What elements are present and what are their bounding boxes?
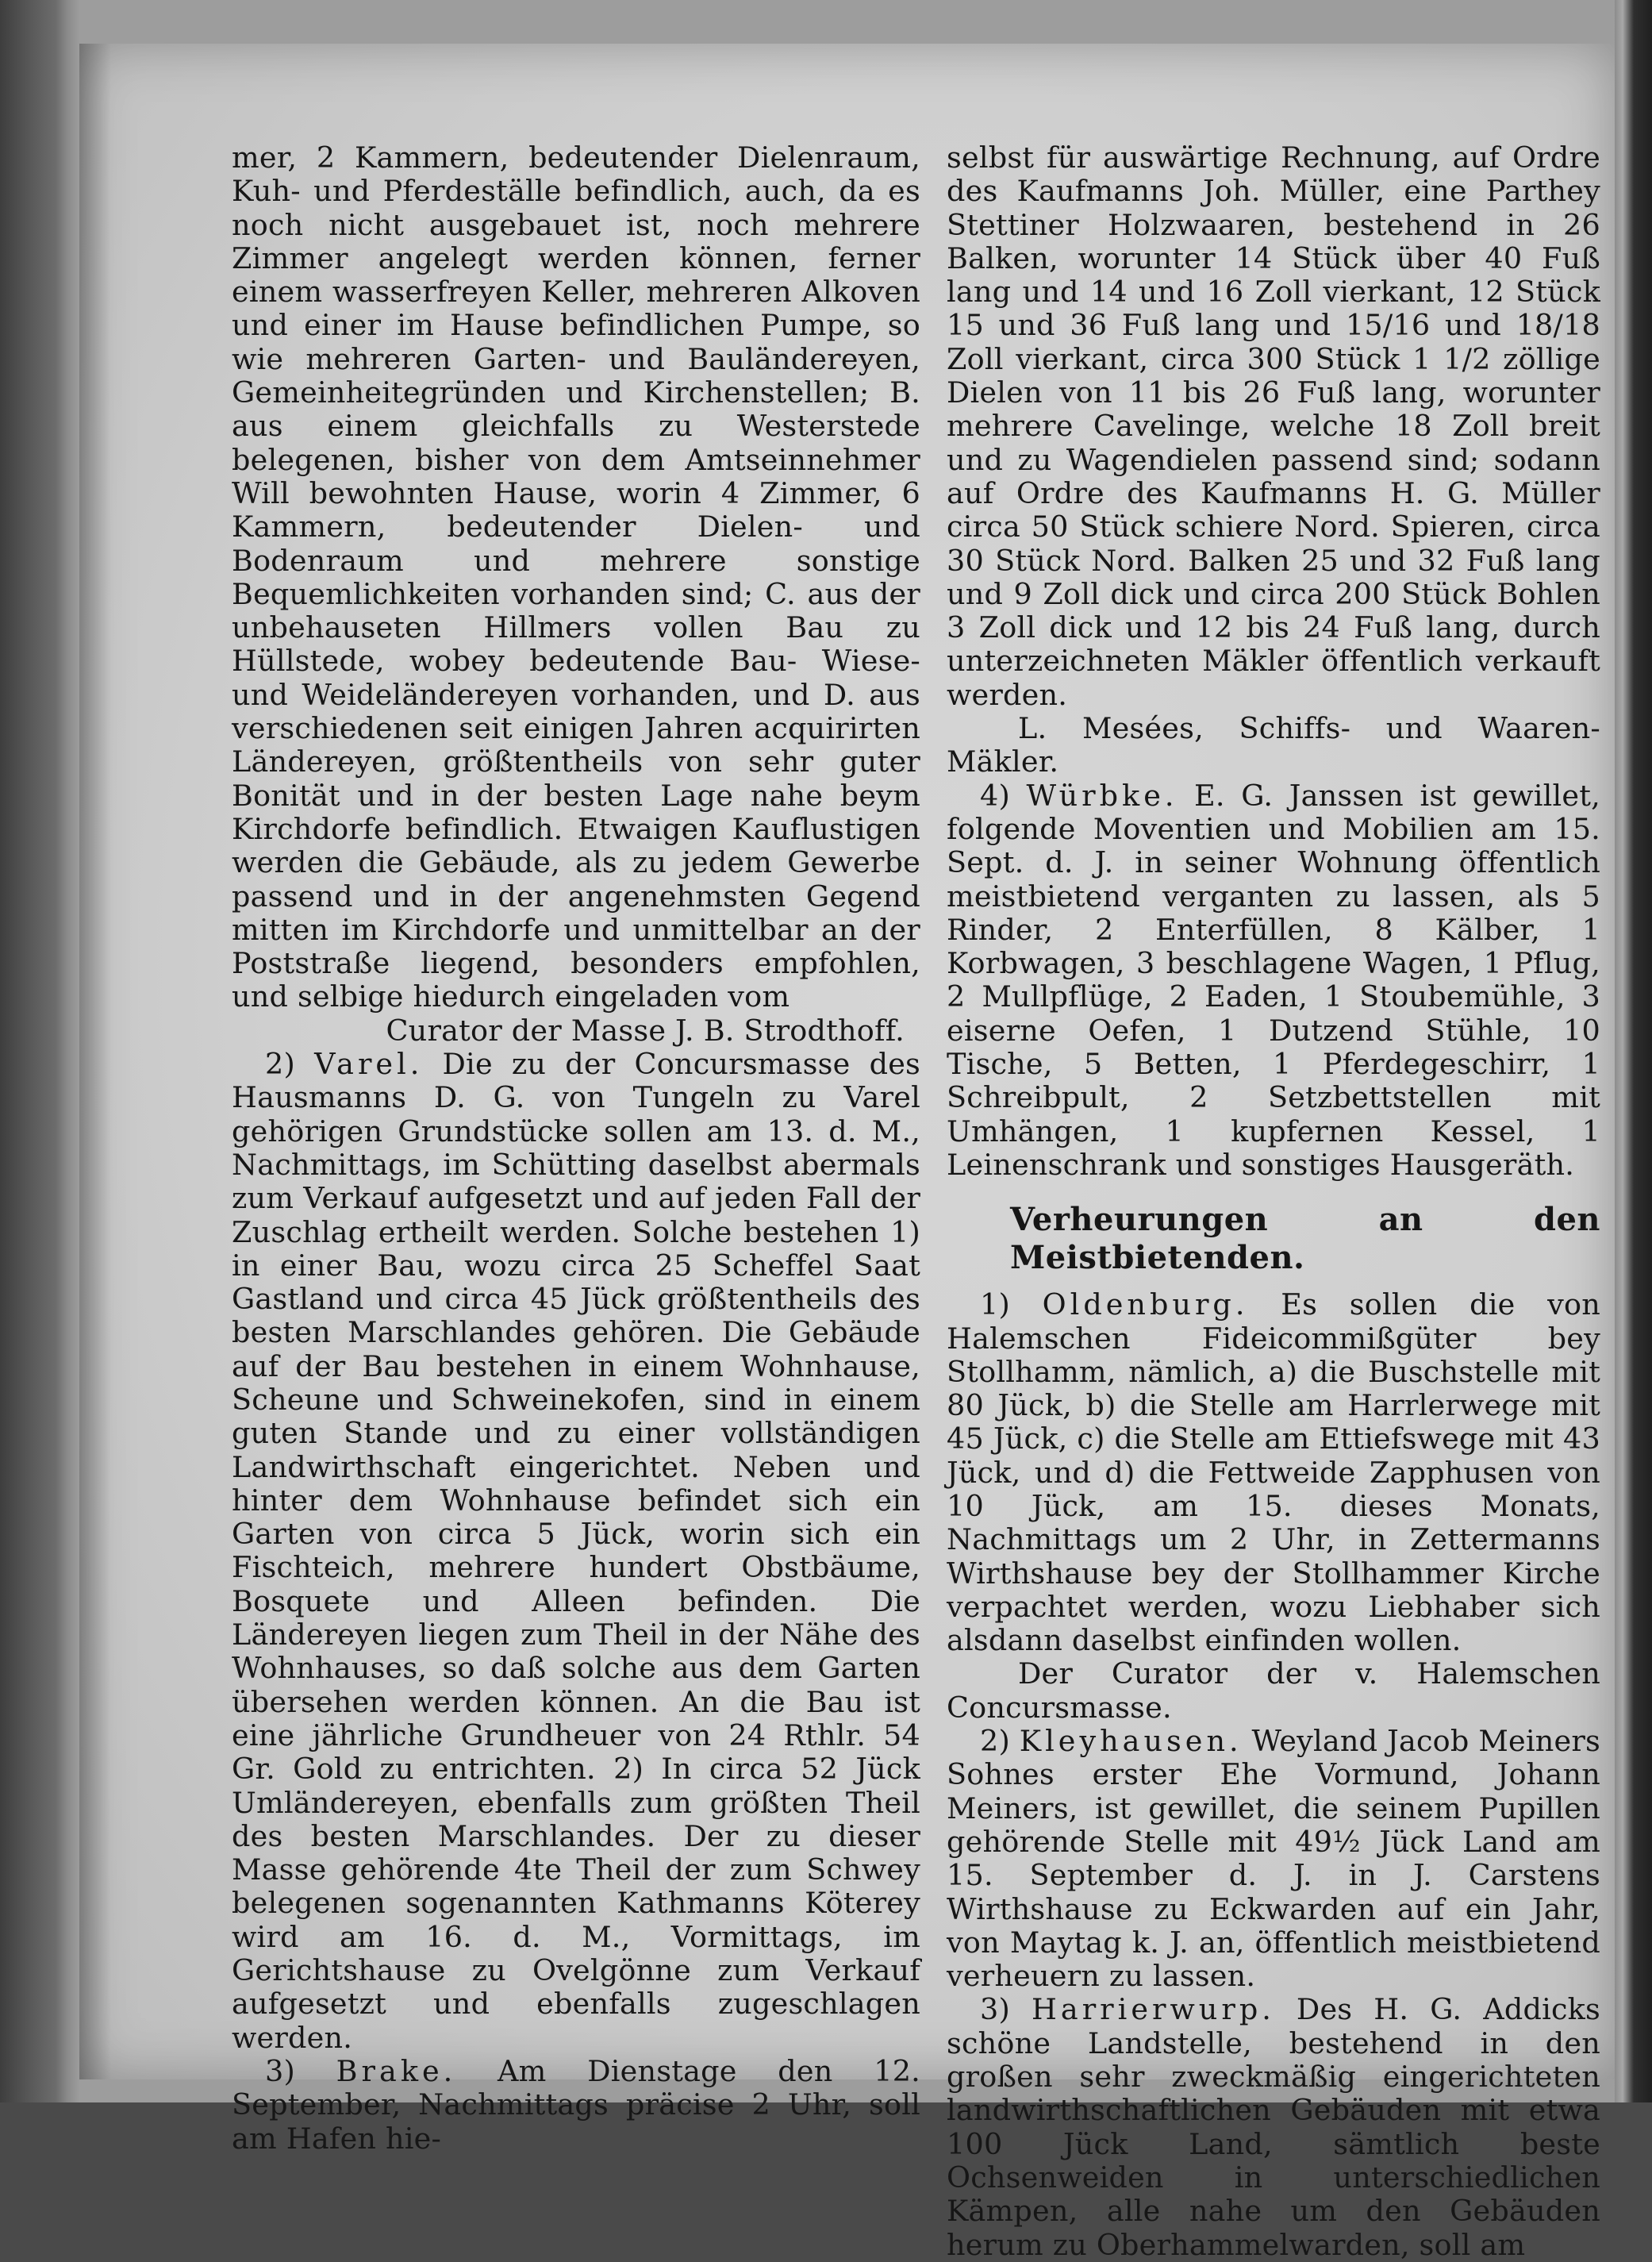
- right-paragraph-3: [947, 1288, 1600, 1657]
- item-number: 3): [980, 1992, 1010, 2027]
- right-signature-2: Der Curator der v. Halemschen Concursmasse.: [947, 1656, 1600, 1725]
- section-heading: Verheurungen an den Meistbietenden.: [1010, 1201, 1600, 1277]
- right-paragraph-1: selbst für auswärtige Rechnung, auf Ordre des Kaufmanns Joh. Müller, eine Parthey Stettiner Holzwaaren, bestehend in 26 Balken, worunter 14 Stück über 40 Fuß lang und 14 und 16 Zoll vierkant, 12 Stück 15 und 36 Fuß lang und 15/16 und 18/18 Zoll vierkant, circa 300 Stück 1 1/2 zöllige Dielen von 11 bis 26 Fuß lang, worunter mehrere Cavelinge, welche 18 Zoll breit und zu Wagendielen passend sind; sodann auf Ordre des Kaufmanns H. G. Müller circa 50 Stück schiere Nord. Spieren, circa 30 Stück Nord. Balken 25 und 32 Fuß lang und 9 Zoll dick und circa 200 Stück Bohlen 3 Zoll dick und 12 bis 24 Fuß lang, durch unterzeichneten Mäkler öffentlich verkauft werden.: [947, 140, 1600, 712]
- paragraph-text: Es sollen die von Halemschen Fideicommißgüter bey Stollhamm, nämlich, a) die Buschstelle mit 80 Jück, b) die Stelle am Harrlerwege mit 45 Jück, c) die Stelle am Ettiefswege mit 43 Jück, und d) die Fettweide Zapphusen von 10 Jück, am 15. dieses Monats, Nachmittags um 2 Uhr, in Zettermanns Wirthshause bey der Stollhammer Kirche verpachtet werden, wozu Liebhaber sich alsdann daselbst einfinden wollen.: [947, 1287, 1601, 1658]
- right-paragraph-4: [947, 1725, 1600, 1993]
- right-paragraph-5: [947, 1993, 1600, 2261]
- right-column: [947, 141, 1600, 2262]
- item-number: 2): [265, 1047, 295, 1082]
- left-paragraph-1: mer, 2 Kammern, bedeutender Dielenraum, Kuh- und Pferdeställe befindlich, auch, da es noch nicht ausgebauet ist, noch mehrere Zimmer angelegt werden können, ferner einem wasserfreyen Keller, mehreren Alkoven und einer im Hause befindlichen Pumpe, so wie mehreren Garten- und Bauländereyen, Gemeinheitegründen und Kirchenstellen; B. aus einem gleichfalls zu Westerstede belegenen, bisher von dem Amtseinnehmer Will bewohnten Hause, worin 4 Zimmer, 6 Kammern, bedeutender Dielen- und Bodenraum und mehrere sonstige Bequemlichkeiten vorhanden sind; C. aus der unbehauseten Hillmers vollen Bau zu Hüllstede, wobey bedeutende Bau- Wiese- und Weideländereyen vorhanden, und D. aus verschiedenen seit einigen Jahren acquirirten Ländereyen, größtentheils von sehr guter Bonität und in der besten Lage nahe beym Kirchdorfe befindlich. Etwaigen Kauflustigen werden die Gebäude, als zu jedem Gewerbe passend und in der angenehmsten Gegend mitten im Kirchdorfe und unmittelbar an der Poststraße liegend, besonders empfohlen, und selbige hiedurch eingeladen vom: [232, 140, 920, 1014]
- item-number: 2): [980, 1724, 1010, 1759]
- paragraph-text: E. G. Janssen ist gewillet, folgende Moventien und Mobilien am 15. Sept. d. J. in seiner Wohnung öffentlich meistbietend verganten zu lassen, als 5 Rinder, 2 Enterfüllen, 8 Kälber, 1 Korbwagen, 3 beschlagene Wagen, 1 Pflug, 2 Mullpflüge, 2 Eaden, 1 Stoubemühle, 3 eiserne Oefen, 1 Dutzend Stühle, 10 Tische, 5 Betten, 1 Pferdegeschirr, 1 Schreibpult, 2 Setzbettstellen mit Umhängen, 1 kupfernen Kessel, 1 Leinenschrank und sonstiges Hausgeräth.: [947, 778, 1600, 1182]
- paragraph-text: Des H. G. Addicks schöne Landstelle, bestehend in den großen sehr zweckmäßig eingerichteten landwirthschaftlichen Gebäuden mit etwa 100 Jück Land, sämtlich beste Ochsenweiden in unterschiedlichen Kämpen, alle nahe um den Gebäuden herum zu Oberhammelwarden, soll am: [947, 1992, 1600, 2262]
- place-name: Oldenburg.: [1042, 1287, 1249, 1322]
- paragraph-text: Die zu der Concursmasse des Hausmanns D. G. von Tungeln zu Varel gehörigen Grundstücke sollen am 13. d. M., Nachmittags, im Schütting daselbst abermals zum Verkauf aufgesetzt und auf jeden Fall der Zuschlag ertheilt werden. Solche bestehen 1) in einer Bau, wozu circa 25 Scheffel Saat Gastland und circa 45 Jück größtentheils des besten Marschlandes gehören. Die Gebäude auf der Bau bestehen in einem Wohnhause, Scheune und Schweinekofen, sind in einem guten Stande und zu einer vollständigen Landwirthschaft eingerichtet. Neben und hinter dem Wohnhause befindet sich ein Garten von circa 5 Jück, worin sich ein Fischteich, mehrere hundert Obstbäume, Bosquete und Alleen befinden. Die Ländereyen liegen zum Theil in der Nähe des Wohnhauses, so daß solche aus dem Garten übersehen werden können. An die Bau ist eine jährliche Grundheuer von 24 Rthlr. 54 Gr. Gold zu entrichten. 2) In circa 52 Jück Umländereyen, ebenfalls zum größten Theil des besten Marschlandes. Der zu dieser Masse gehörende 4te Theil der zum Schwey belegenen sogenannten Kathmanns Köterey wird am 16. d. M., Vormittags, im Gerichtshause zu Ovelgönne zum Verkauf aufgesetzt und ebenfalls zugeschlagen werden.: [232, 1047, 921, 2055]
- right-paragraph-2: [947, 779, 1600, 1183]
- left-paragraph-2: [232, 1048, 920, 2055]
- place-name: Kleyhausen.: [1019, 1724, 1243, 1759]
- place-name: Varel.: [314, 1047, 424, 1082]
- right-signature-1: L. Mesées, Schiffs- und Waaren-Mäkler.: [947, 711, 1600, 779]
- left-paragraph-3: [232, 2055, 920, 2156]
- item-number: 3): [265, 2053, 295, 2088]
- item-number: 1): [980, 1287, 1010, 1322]
- place-name: Brake.: [336, 2053, 457, 2088]
- place-name: Würbke.: [1026, 778, 1178, 813]
- paragraph-text: Am Dienstage den 12. September, Nachmittags präcise 2 Uhr, soll am Hafen hie-: [232, 2053, 921, 2156]
- paragraph-text: Weyland Jacob Meiners Sohnes erster Ehe Vormund, Johann Meiners, ist gewillet, die seinem Pupillen gehörende Stelle mit 49½ Jück Land am 15. September d. J. in J. Carstens Wirthshause zu Eckwarden auf ein Jahr, von Maytag k. J. an, öffentlich meistbietend verheuern zu lassen.: [947, 1724, 1600, 1994]
- item-number: 4): [980, 778, 1010, 813]
- place-name: Harrierwurp.: [1031, 1992, 1275, 2027]
- left-column: [232, 141, 920, 2156]
- book-edge: [1615, 0, 1652, 2102]
- left-signature-1: Curator der Masse J. B. Strodthoff.: [386, 1013, 905, 1048]
